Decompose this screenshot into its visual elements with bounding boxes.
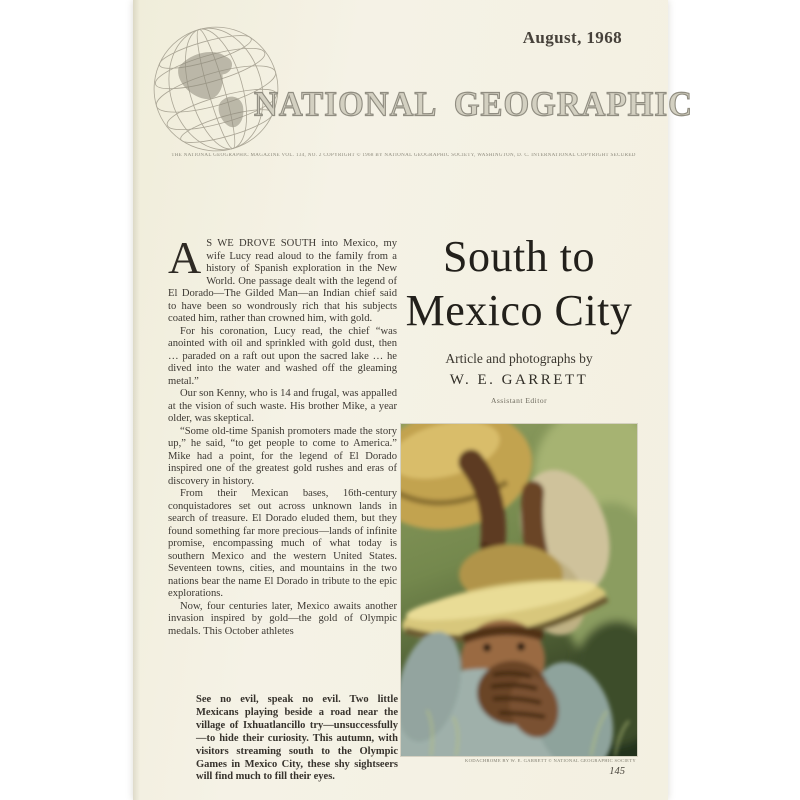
author-role: Assistant Editor <box>490 396 548 405</box>
photo-credit: KODACHROME BY W. E. GARRETT © NATIONAL GEOGRAPHIC SOCIETY <box>465 758 636 763</box>
paragraph-text: S WE DROVE SOUTH into Mexico, my wife Lucy read aloud to the family from a history of Spanish exploration in the New World. One passage dealt with the legend of El Dorado—The Gilded Man—an Indian chief said to have been so wondrously rich that his subjects coated him, rather than crowned him, with gold. <box>168 238 397 324</box>
author-name: W. E. GARRETT <box>449 372 589 388</box>
magazine-page <box>133 0 694 800</box>
body-paragraph <box>168 232 397 326</box>
article-title <box>400 230 638 338</box>
body-paragraph: “Some old-time Spanish promoters made the story up,” he said, “to get people to come to America.” Mike had a point, for the legend of El Dorado inspired one of the greatest gold rushes and eras of discovery in history. <box>168 425 397 487</box>
article-title-line2: Mexico City <box>405 286 633 335</box>
body-paragraph: Now, four centuries later, Mexico awaits another invasion inspired by gold—the gold of Olympic medals. This October athletes <box>168 600 397 637</box>
body-paragraph: For his coronation, Lucy read, the chief “was anointed with oil and sprinkled with gold dust, then … paraded on a raft out upon the sacred lake … he dived into the water and washed off the gleaming metal.” <box>168 325 397 387</box>
body-paragraph: Our son Kenny, who is 14 and frugal, was appalled at the vision of such waste. His brother Mike, a year older, was skeptical. <box>168 388 397 424</box>
dropcap: A <box>168 232 202 283</box>
article-opening-column <box>400 0 638 800</box>
body-paragraph: From their Mexican bases, 16th-century conquistadores set out across unknown lands in search of treasure. El Dorado eluded them, but they found something far more precious—lands of infinite promise, encompassing much of what today is southern Mexico and the western United States. Seventeen towns, cities, and mountains in the two nations bear the name El Dorado in tribute to the epic explorations. <box>168 488 397 599</box>
byline-intro: Article and photographs by <box>445 351 593 366</box>
article-title-line1: South to <box>443 232 595 281</box>
body-text-column <box>168 232 397 638</box>
page-number: 145 <box>609 766 625 777</box>
photo-two-children <box>401 424 637 756</box>
issue-date: August, 1968 <box>522 28 622 47</box>
photo-lead-caption: See no evil, speak no evil. Two little Mexicans playing beside a road near the village of Ixhuatlancillo try—unsuccessfully—to hide their curiosity. This autumn, with visitors streaming south to the Olympic Games in Mexico City, these shy sightseers will find much to fill their eyes. <box>196 694 398 783</box>
masthead-fine-print: THE NATIONAL GEOGRAPHIC MAGAZINE VOL. 134, NO. 2 COPYRIGHT © 1968 BY NATIONAL GEOGRAPHIC SOCIETY, WASHINGTON, D. C. INTERNATIONAL COPYRIGHT SECURED <box>171 153 636 158</box>
masthead-title: NATIONAL GEOGRAPHIC <box>254 86 694 125</box>
